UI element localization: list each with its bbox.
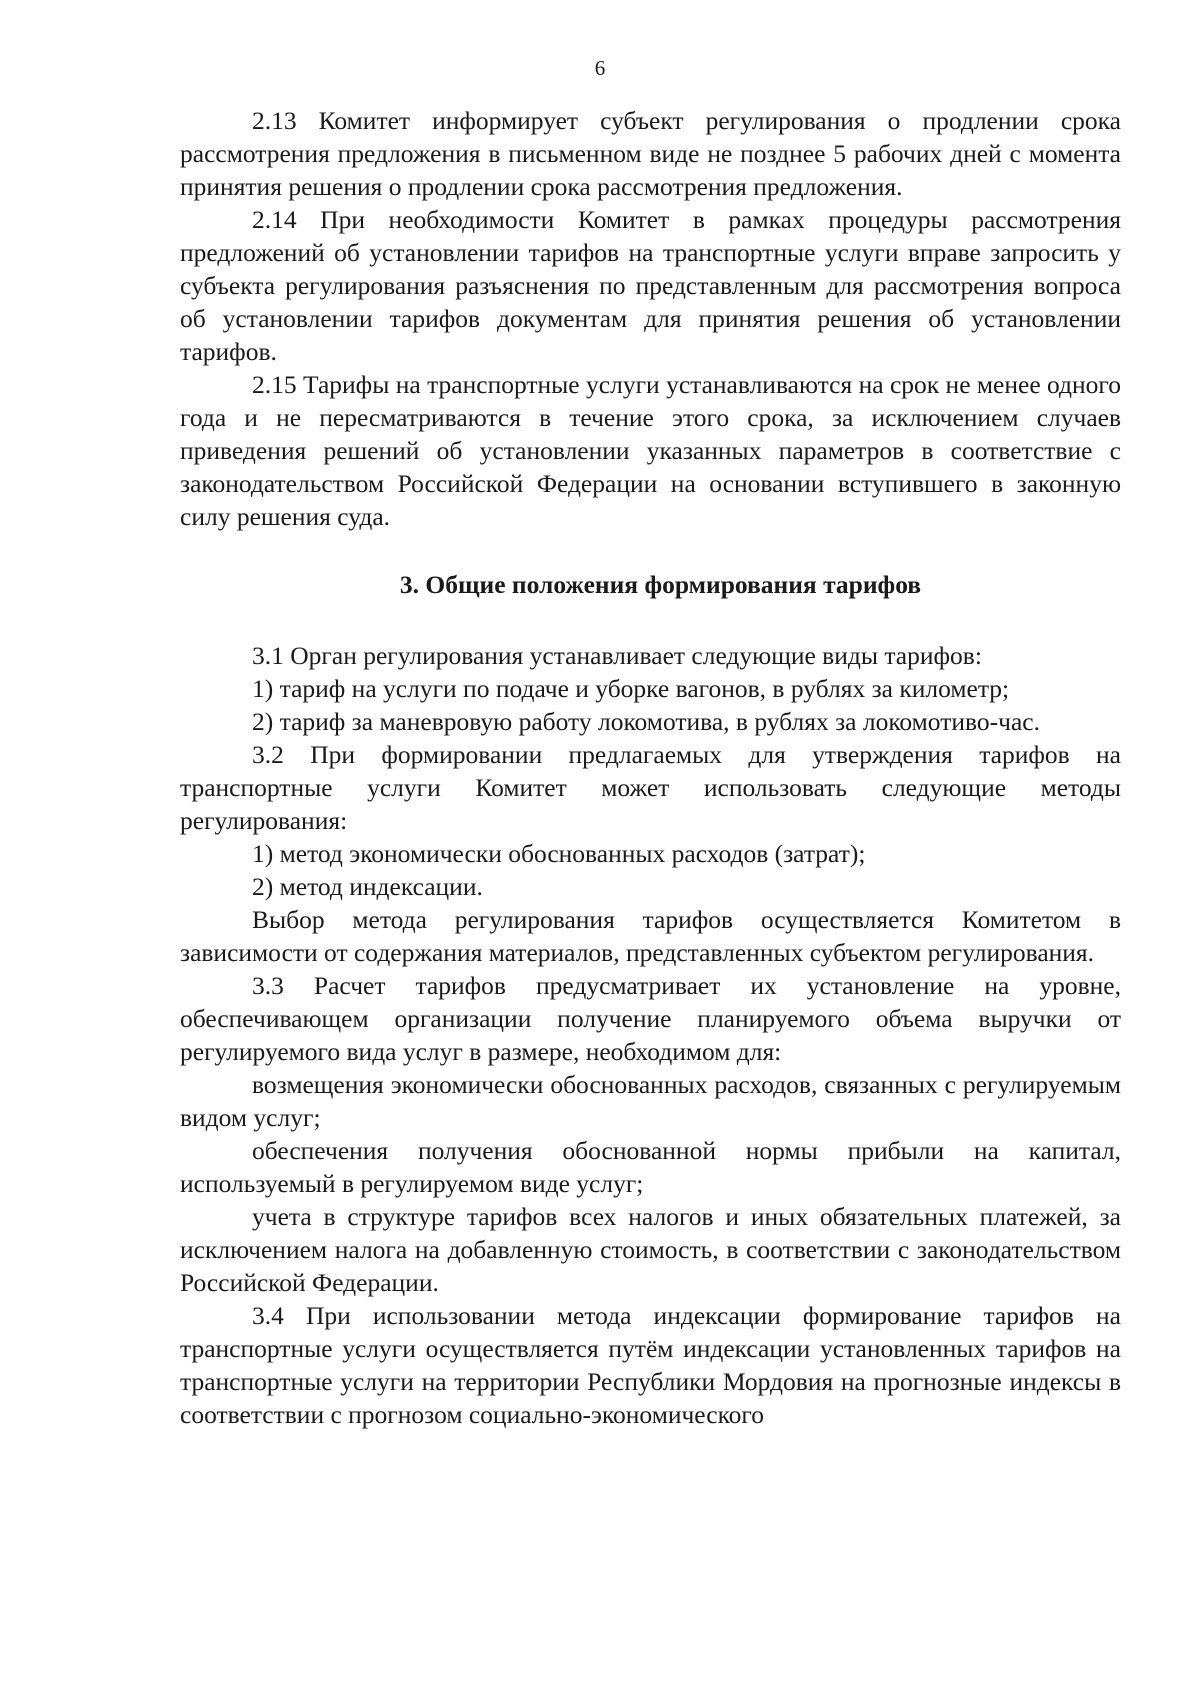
paragraph-3-3: 3.3 Расчет тарифов предусматривает их установление на уровне, обеспечивающем организации получение планируемого объема выручки от регулируемого вида услуг в размере, необходимом для: [180, 971, 1121, 1066]
paragraph-reimbursement: возмещения экономически обоснованных расходов, связанных с регулируемым видом услуг; [180, 1070, 1121, 1132]
paragraph-taxes: учета в структуре тарифов всех налогов и иных обязательных платежей, за исключением налога на добавленную стоимость, в соответствии с законодательством Российской Федерации. [180, 1202, 1121, 1297]
list-item-method-1: 1) метод экономически обоснованных расходов (затрат); [252, 839, 866, 868]
section-heading: 3. Общие положения формирования тарифов [399, 570, 922, 599]
paragraph-2-15: 2.15 Тарифы на транспортные услуги устанавливаются на срок не менее одного года и не пересматриваются в течение этого срока, за исключением случаев приведения решений об установлении указанных параметров в соответствие с законодательством Российской Федерации на основании вступившего в законную силу решения суда. [180, 370, 1121, 531]
paragraph-3-1: 3.1 Орган регулирования устанавливает следующие виды тарифов: [252, 641, 982, 670]
paragraph-3-2: 3.2 При формировании предлагаемых для утверждения тарифов на транспортные услуги Комитет может использовать следующие методы регулирования: [180, 740, 1121, 835]
list-item-tariff-1: 1) тариф на услуги по подаче и уборке вагонов, в рублях за километр; [252, 674, 1010, 703]
paragraph-method-choice: Выбор метода регулирования тарифов осуществляется Комитетом в зависимости от содержания материалов, представленных субъектом регулирования. [180, 905, 1121, 967]
paragraph-2-13: 2.13 Комитет информирует субъект регулирования о продлении срока рассмотрения предложения в письменном виде не позднее 5 рабочих дней с момента принятия решения о продлении срока рассмотрения предложения. [180, 106, 1121, 201]
paragraph-3-4: 3.4 При использовании метода индексации формирование тарифов на транспортные услуги осуществляется путём индексации установленных тарифов на транспортные услуги на территории Республики Мордовия на прогнозные индексы в соответствии с прогнозом социально-экономического [180, 1301, 1121, 1429]
document-body [180, 104, 1121, 1431]
paragraph-2-14: 2.14 При необходимости Комитет в рамках процедуры рассмотрения предложений об установлении тарифов на транспортные услуги вправе запросить у субъекта регулирования разъяснения по представленным для рассмотрения вопроса об установлении тарифов документам для принятия решения об установлении тарифов. [180, 205, 1121, 366]
page-number: 6 [594, 56, 606, 80]
paragraph-profit: обеспечения получения обоснованной нормы прибыли на капитал, используемый в регулируемом виде услуг; [180, 1136, 1121, 1198]
list-item-tariff-2: 2) тариф за маневровую работу локомотива, в рублях за локомотиво-час. [252, 707, 1040, 736]
list-item-method-2: 2) метод индексации. [252, 872, 483, 901]
